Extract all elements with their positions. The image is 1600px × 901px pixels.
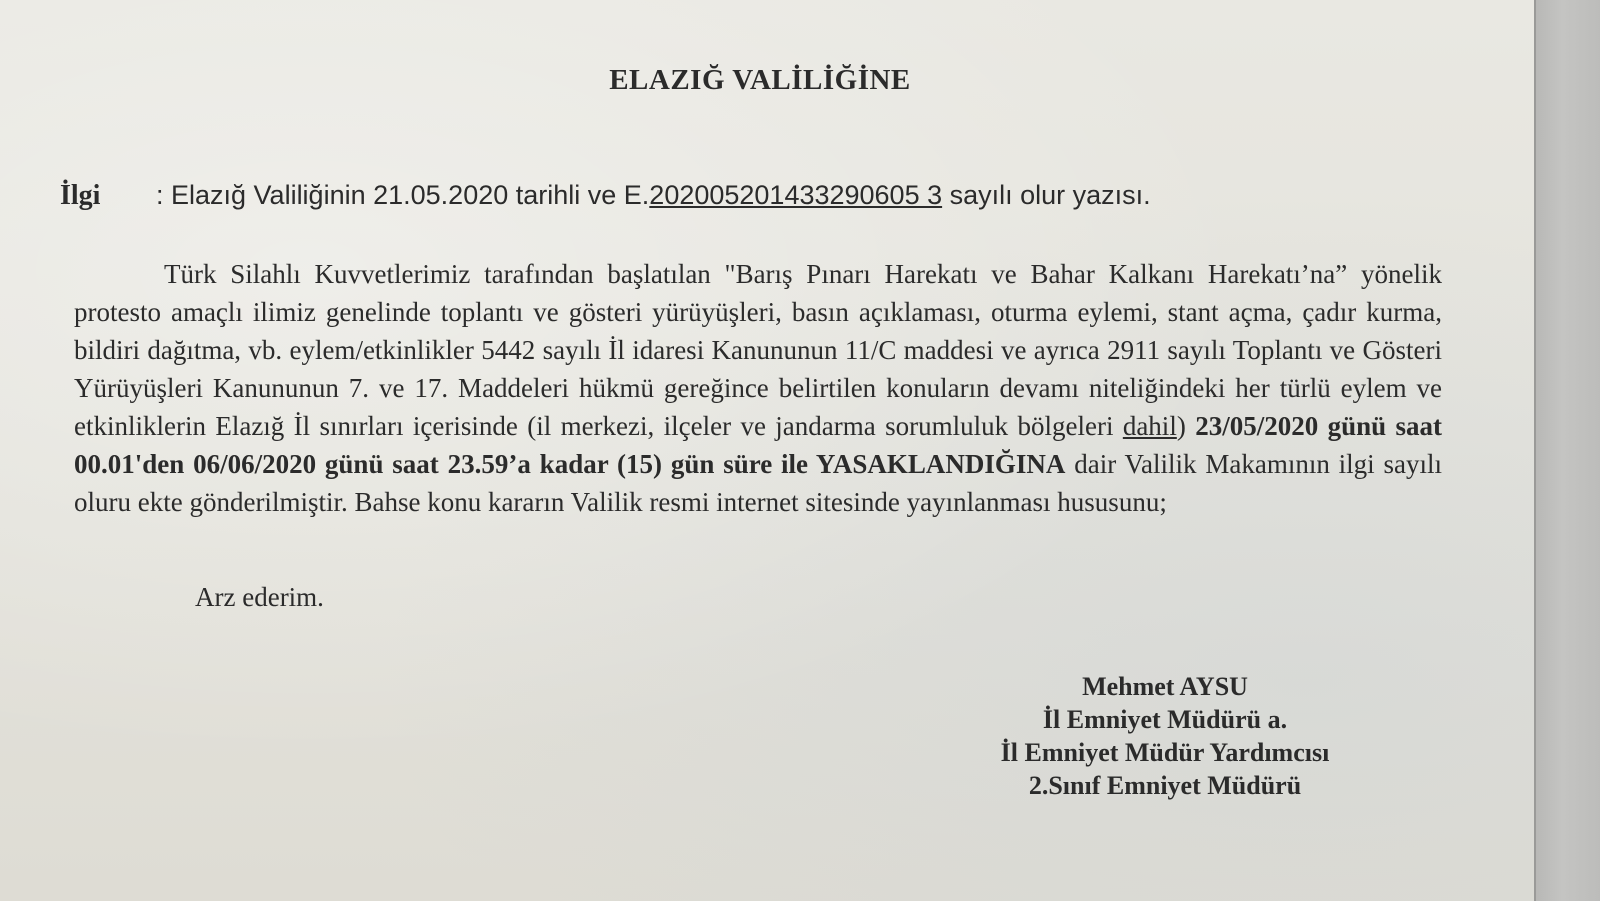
signature-title-2: İl Emniyet Müdür Yardımcısı <box>1000 738 1330 767</box>
document-title: ELAZIĞ VALİLİĞİNE <box>609 64 911 96</box>
body-bold-ban-period: 23/05/2020 günü saat 00.01'den 06/06/2020 günü saat 23.59’a kadar (15) gün süre ile YASAKLANDIĞINA <box>74 411 1442 479</box>
signature-title-1: İl Emniyet Müdürü a. <box>1042 705 1288 734</box>
body-part-3: dair Valilik Makamının ilgi sayılı oluru ekte gönderilmiştir. Bahse konu kararın Valilik resmi internet sitesinde yayınlanması hususunu; <box>74 449 1442 517</box>
ilgi-text-suffix: sayılı olur yazısı. <box>942 180 1151 210</box>
body-underlined-word: dahil <box>1122 411 1177 441</box>
ilgi-reference-number: 202005201433290605 3 <box>649 180 943 210</box>
signature-name: Mehmet AYSU <box>1082 672 1248 701</box>
body-part-1: Türk Silahlı Kuvvetlerimiz tarafından başlatılan "Barış Pınarı Harekatı ve Bahar Kalkanı Harekatı’na” yönelik protesto amaçlı ilimiz genelinde toplantı ve gösteri yürüyüşleri, basın açıklaması, oturma eylemi, stant açma, çadır kurma, bildiri dağıtma, vb. eylem/etkinlikler 5442 sayılı İl idaresi Kanununun 11/C maddesi ve ayrıca 2911 sayılı Toplantı ve Gösteri Yürüyüşleri Kanununun 7. ve 17. Maddeleri hükmü gereğince belirtilen konuların devamı niteliğindeki her türlü eylem ve etkinliklerin Elazığ İl sınırları içerisinde (il merkezi, ilçeler ve jandarma sorumluluk bölgeleri <box>74 259 1442 441</box>
ilgi-text-prefix: : Elazığ Valiliğinin 21.05.2020 tarihli ve E. <box>156 180 650 210</box>
signature-block <box>930 670 1400 802</box>
signature-title-3: 2.Sınıf Emniyet Müdürü <box>1028 771 1302 800</box>
body-paragraph <box>74 255 1442 521</box>
body-part-2: ) <box>1176 411 1196 441</box>
ilgi-label: İlgi <box>60 180 101 211</box>
ilgi-row <box>60 180 1151 212</box>
closing-text: Arz ederim. <box>195 582 324 612</box>
ilgi-text <box>156 180 1151 210</box>
screen-right-edge <box>1534 0 1600 901</box>
